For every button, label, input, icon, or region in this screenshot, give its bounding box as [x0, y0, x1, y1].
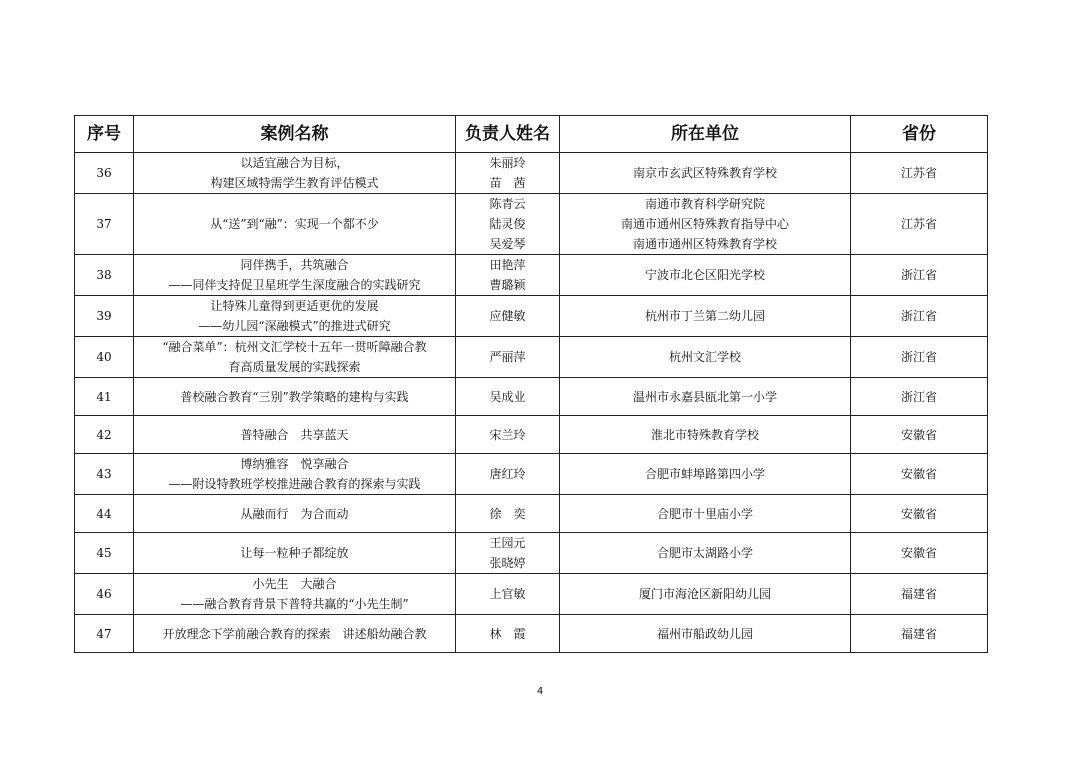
leader-name-line: 应健敏 — [489, 309, 526, 323]
leader-name-line: 苗 茜 — [489, 176, 526, 190]
cell-province: 浙江省 — [851, 296, 988, 337]
cell-province: 江苏省 — [851, 194, 988, 255]
unit-line: 杭州市丁兰第二幼儿园 — [644, 309, 765, 323]
unit-line: 温州市永嘉县瓯北第一小学 — [632, 389, 777, 404]
cell-unit — [560, 153, 851, 194]
unit-line: 淮北市特殊教育学校 — [650, 427, 759, 442]
cell-serial-number: 39 — [75, 296, 134, 337]
header-unit: 所在单位 — [560, 116, 851, 153]
cell-case-name — [134, 574, 456, 615]
cell-leader-name — [456, 533, 560, 574]
cell-serial-number: 43 — [75, 454, 134, 495]
leader-name-line: 曹璐颖 — [489, 278, 526, 292]
cell-province: 江苏省 — [851, 153, 988, 194]
case-name-line: ——附设特教班学校推进融合教育的探索与实践 — [168, 477, 421, 491]
cell-case-name — [134, 337, 456, 378]
case-name-line: ——幼儿园“深融模式”的推进式研究 — [198, 319, 391, 333]
cell-unit — [560, 255, 851, 296]
cell-unit — [560, 495, 851, 533]
cell-province: 浙江省 — [851, 337, 988, 378]
cell-serial-number: 37 — [75, 194, 134, 255]
case-name-line: 小先生 大融合 — [252, 577, 337, 591]
case-name-line: 从融而行 为合而动 — [240, 506, 349, 521]
cell-province: 福建省 — [851, 615, 988, 653]
cell-serial-number: 47 — [75, 615, 134, 653]
table-row — [75, 454, 988, 495]
cell-serial-number: 40 — [75, 337, 134, 378]
cell-serial-number: 36 — [75, 153, 134, 194]
cell-province: 安徽省 — [851, 454, 988, 495]
table-row — [75, 296, 988, 337]
case-name-line: 普校融合教育“三别”教学策略的建构与实践 — [180, 389, 409, 404]
leader-name-line: 宋兰玲 — [489, 427, 526, 442]
header-leader-name: 负责人姓名 — [456, 116, 560, 153]
header-serial-number: 序号 — [75, 116, 134, 153]
leader-name-line: 张晓婷 — [489, 556, 526, 570]
unit-line: 南通市通州区特殊教育学校 — [632, 237, 777, 251]
cell-case-name — [134, 153, 456, 194]
header-case-name: 案例名称 — [134, 116, 456, 153]
case-name-line: 普特融合 共享蓝天 — [240, 427, 349, 442]
cell-serial-number: 44 — [75, 495, 134, 533]
leader-name-line: 王园元 — [489, 536, 526, 550]
cell-leader-name — [456, 615, 560, 653]
cell-unit — [560, 615, 851, 653]
cell-serial-number: 41 — [75, 378, 134, 416]
unit-line: 厦门市海沧区新阳幼儿园 — [638, 587, 771, 601]
cell-province: 浙江省 — [851, 378, 988, 416]
cell-unit — [560, 416, 851, 454]
unit-line: 合肥市太湖路小学 — [656, 546, 753, 560]
leader-name-line: 林 霞 — [489, 626, 526, 641]
table-row — [75, 533, 988, 574]
cell-province: 安徽省 — [851, 495, 988, 533]
cell-leader-name — [456, 296, 560, 337]
unit-line: 南通市通州区特殊教育指导中心 — [620, 217, 789, 231]
case-table — [74, 115, 988, 653]
case-name-line: 构建区域特需学生教育评估模式 — [210, 176, 379, 190]
leader-name-line: 田艳萍 — [489, 258, 526, 272]
table-header-row — [75, 116, 988, 153]
table-row — [75, 194, 988, 255]
cell-province: 浙江省 — [851, 255, 988, 296]
cell-serial-number: 46 — [75, 574, 134, 615]
unit-line: 南通市教育科学研究院 — [644, 197, 765, 211]
table-row — [75, 378, 988, 416]
case-name-line: 育高质量发展的实践探索 — [228, 360, 361, 374]
case-name-line: ——融合教育背景下普特共赢的“小先生制” — [180, 597, 409, 611]
cell-serial-number: 42 — [75, 416, 134, 454]
cell-leader-name — [456, 495, 560, 533]
leader-name-line: 严丽萍 — [489, 350, 526, 364]
leader-name-line: 陆灵俊 — [489, 217, 526, 231]
cell-leader-name — [456, 337, 560, 378]
leader-name-line: 上官敏 — [489, 587, 526, 601]
cell-province: 福建省 — [851, 574, 988, 615]
unit-line: 宁波市北仑区阳光学校 — [644, 268, 765, 282]
unit-line: 福州市船政幼儿园 — [656, 626, 753, 641]
unit-line: 合肥市十里庙小学 — [656, 506, 753, 521]
cell-leader-name — [456, 378, 560, 416]
leader-name-line: 吴成业 — [489, 389, 526, 404]
cell-case-name — [134, 194, 456, 255]
cell-leader-name — [456, 574, 560, 615]
cell-leader-name — [456, 153, 560, 194]
cell-case-name — [134, 416, 456, 454]
cell-case-name — [134, 378, 456, 416]
case-name-line: 开放理念下学前融合教育的探索 讲述船幼融合教 — [162, 626, 427, 641]
cell-unit — [560, 296, 851, 337]
case-name-line: 以适宜融合为目标， — [240, 156, 349, 170]
table-row — [75, 153, 988, 194]
cell-unit — [560, 533, 851, 574]
table-row — [75, 615, 988, 653]
leader-name-line: 徐 奕 — [489, 506, 526, 521]
cell-leader-name — [456, 194, 560, 255]
cell-unit — [560, 454, 851, 495]
table-row — [75, 416, 988, 454]
case-name-line: 博纳雅容 悦享融合 — [240, 457, 349, 471]
unit-line: 杭州文汇学校 — [668, 350, 741, 364]
table-row — [75, 337, 988, 378]
leader-name-line: 吴爱琴 — [489, 237, 526, 251]
header-province: 省份 — [851, 116, 988, 153]
leader-name-line: 朱丽玲 — [489, 156, 526, 170]
case-name-line: 让特殊儿童得到更适更优的发展 — [210, 299, 379, 313]
unit-line: 合肥市蚌埠路第四小学 — [644, 467, 765, 481]
cell-unit — [560, 337, 851, 378]
case-name-line: “融合菜单”：杭州文汇学校十五年一贯听障融合教 — [162, 340, 427, 354]
cell-unit — [560, 194, 851, 255]
table-row — [75, 255, 988, 296]
cell-case-name — [134, 533, 456, 574]
case-name-line: ——同伴支持促卫星班学生深度融合的实践研究 — [168, 278, 421, 292]
cell-province: 安徽省 — [851, 533, 988, 574]
cell-case-name — [134, 255, 456, 296]
cell-serial-number: 38 — [75, 255, 134, 296]
cell-case-name — [134, 495, 456, 533]
cell-unit — [560, 378, 851, 416]
cell-leader-name — [456, 454, 560, 495]
cell-case-name — [134, 454, 456, 495]
cell-serial-number: 45 — [75, 533, 134, 574]
cell-leader-name — [456, 416, 560, 454]
cell-leader-name — [456, 255, 560, 296]
page-number: 4 — [536, 686, 544, 697]
table-row — [75, 574, 988, 615]
case-name-line: 同伴携手，共筑融合 — [240, 258, 349, 272]
table-row — [75, 495, 988, 533]
cell-province: 安徽省 — [851, 416, 988, 454]
cell-case-name — [134, 615, 456, 653]
cell-case-name — [134, 296, 456, 337]
cell-unit — [560, 574, 851, 615]
leader-name-line: 陈青云 — [489, 197, 526, 211]
unit-line: 南京市玄武区特殊教育学校 — [632, 166, 777, 180]
case-name-line: 让每一粒种子都绽放 — [240, 546, 349, 560]
leader-name-line: 唐红玲 — [489, 467, 526, 481]
table-body — [75, 153, 988, 653]
case-name-line: 从“送”到“融”：实现一个都不少 — [210, 217, 379, 231]
